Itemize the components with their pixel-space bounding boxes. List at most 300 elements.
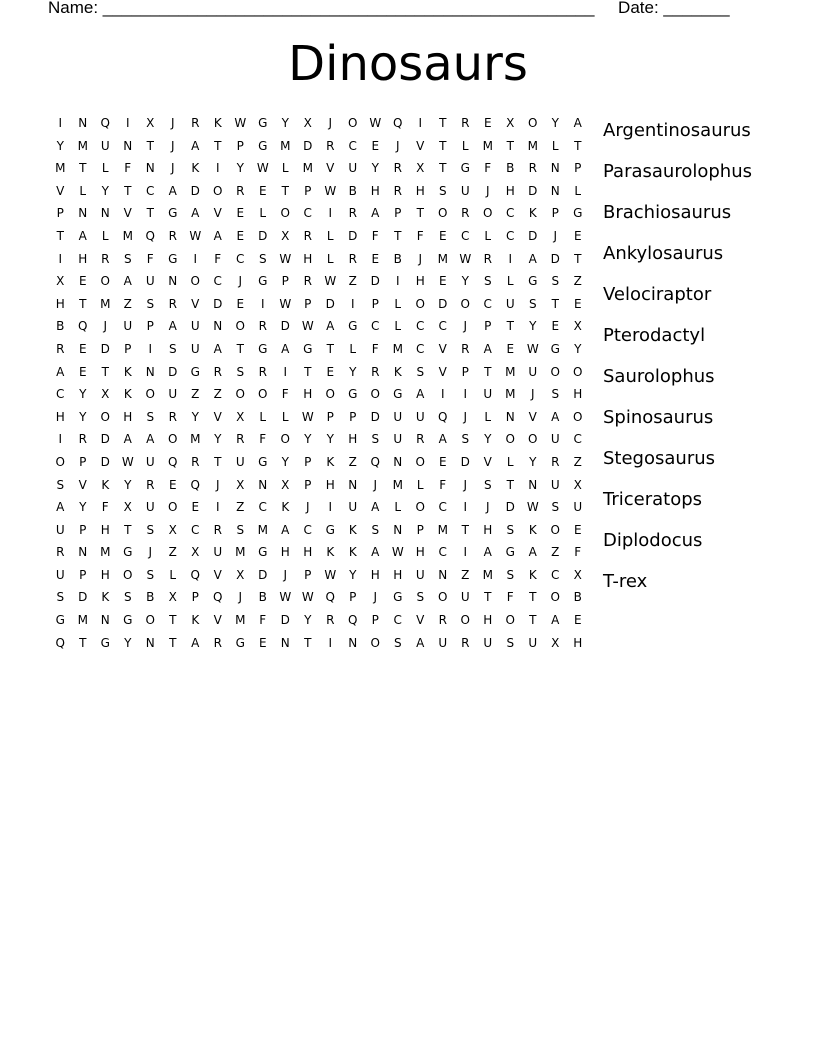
grid-letter: U: [123, 319, 133, 334]
grid-letter: Z: [191, 387, 200, 402]
grid-letter: L: [259, 206, 267, 221]
grid-letter: R: [483, 251, 492, 266]
grid-letter: S: [483, 274, 492, 289]
grid-letter: S: [551, 274, 560, 289]
grid-letter: R: [461, 635, 470, 650]
grid-letter: U: [505, 296, 515, 311]
grid-letter: U: [145, 454, 155, 469]
grid-letter: V: [213, 409, 222, 424]
grid-letter: C: [416, 341, 425, 356]
grid-letter: X: [281, 477, 290, 492]
grid-letter: E: [371, 138, 380, 153]
grid-letter: M: [77, 613, 88, 628]
grid-letter: X: [56, 274, 65, 289]
grid-letter: U: [528, 364, 538, 379]
grid-letter: M: [235, 545, 246, 560]
grid-letter: P: [551, 206, 559, 221]
grid-letter: Y: [461, 274, 469, 289]
grid-letter: J: [170, 161, 175, 176]
grid-letter: U: [460, 590, 470, 605]
grid-letter: C: [303, 206, 312, 221]
grid-letter: T: [146, 138, 154, 153]
grid-letter: S: [416, 364, 425, 379]
word-list-item: Brachiosaurus: [603, 202, 732, 223]
grid-letter: Z: [168, 545, 177, 560]
grid-letter: R: [393, 161, 402, 176]
grid-row: [49, 451, 589, 474]
grid-letter: J: [418, 251, 423, 266]
grid-letter: T: [529, 613, 537, 628]
grid-letter: L: [506, 274, 514, 289]
grid-letter: Q: [213, 590, 223, 605]
grid-letter: O: [483, 206, 493, 221]
grid-letter: I: [328, 635, 333, 650]
grid-letter: U: [550, 432, 560, 447]
grid-letter: U: [348, 500, 358, 515]
grid-letter: N: [78, 116, 88, 130]
grid-letter: R: [326, 138, 335, 153]
grid-letter: C: [393, 613, 402, 628]
grid-letter: C: [506, 228, 515, 243]
grid-letter: I: [58, 251, 63, 266]
grid-letter: E: [438, 274, 447, 289]
grid-letter: H: [55, 296, 65, 311]
grid-letter: H: [303, 387, 313, 402]
grid-letter: G: [235, 635, 245, 650]
grid-letter: V: [326, 161, 335, 176]
grid-letter: B: [56, 319, 65, 334]
grid-letter: H: [303, 545, 313, 560]
grid-letter: M: [392, 341, 403, 356]
grid-letter: N: [393, 454, 403, 469]
grid-letter: T: [214, 454, 222, 469]
grid-letter: A: [416, 635, 425, 650]
grid-letter: W: [279, 590, 292, 605]
grid-letter: J: [463, 319, 468, 334]
grid-letter: M: [77, 138, 88, 153]
grid-letter: Y: [349, 364, 357, 379]
grid-letter: C: [438, 319, 447, 334]
grid-letter: G: [393, 590, 403, 605]
grid-letter: L: [416, 477, 424, 492]
word-list-item: Triceratops: [603, 489, 703, 510]
grid-letter: I: [58, 116, 63, 130]
grid-letter: A: [191, 138, 200, 153]
grid-letter: R: [326, 613, 335, 628]
grid-letter: J: [373, 590, 378, 605]
grid-letter: C: [573, 432, 582, 447]
grid-letter: T: [461, 522, 469, 537]
grid-letter: S: [551, 500, 560, 515]
grid-row: [49, 112, 589, 135]
grid-letter: I: [125, 116, 130, 130]
grid-letter: X: [416, 161, 425, 176]
grid-letter: T: [304, 635, 312, 650]
grid-letter: S: [506, 522, 515, 537]
grid-letter: L: [394, 296, 402, 311]
grid-letter: R: [303, 228, 312, 243]
grid-letter: N: [78, 206, 88, 221]
word-list-item: Pterodactyl: [603, 325, 706, 346]
grid-letter: O: [415, 454, 425, 469]
grid-letter: H: [370, 567, 380, 582]
grid-letter: R: [56, 545, 65, 560]
grid-letter: Y: [529, 319, 537, 334]
word-list-item: Stegosaurus: [603, 448, 715, 469]
grid-letter: Y: [529, 454, 537, 469]
grid-letter: Q: [190, 567, 200, 582]
grid-letter: Y: [124, 635, 132, 650]
grid-letter: D: [100, 432, 110, 447]
grid-letter: N: [348, 635, 358, 650]
grid-letter: I: [463, 545, 468, 560]
grid-letter: C: [146, 183, 155, 198]
grid-letter: E: [236, 228, 245, 243]
grid-letter: J: [395, 138, 400, 153]
grid-letter: Q: [393, 116, 403, 130]
grid-letter: T: [506, 138, 514, 153]
grid-letter: Y: [191, 409, 199, 424]
grid-letter: A: [213, 228, 222, 243]
grid-letter: E: [438, 454, 447, 469]
grid-letter: D: [168, 364, 178, 379]
grid-letter: C: [506, 206, 515, 221]
grid-letter: E: [168, 477, 177, 492]
grid-letter: U: [213, 545, 223, 560]
grid-letter: W: [256, 161, 269, 176]
grid-letter: O: [348, 116, 358, 130]
grid-letter: A: [191, 206, 200, 221]
grid-letter: C: [236, 251, 245, 266]
grid-letter: Y: [326, 432, 334, 447]
grid-letter: J: [485, 183, 490, 198]
grid-letter: T: [416, 206, 424, 221]
grid-letter: P: [56, 206, 64, 221]
grid-letter: W: [301, 590, 314, 605]
grid-letter: V: [213, 613, 222, 628]
grid-letter: S: [483, 477, 492, 492]
word-list-item: Spinosaurus: [603, 407, 714, 428]
grid-letter: W: [189, 228, 202, 243]
grid-letter: F: [371, 228, 379, 243]
grid-letter: S: [438, 183, 447, 198]
grid-letter: G: [550, 341, 560, 356]
grid-letter: W: [279, 251, 292, 266]
grid-letter: A: [56, 500, 65, 515]
grid-letter: W: [324, 183, 337, 198]
grid-letter: Z: [348, 274, 357, 289]
grid-letter: G: [258, 545, 268, 560]
grid-letter: U: [415, 409, 425, 424]
grid-letter: F: [101, 500, 109, 515]
grid-letter: V: [213, 567, 222, 582]
grid-letter: N: [258, 477, 268, 492]
grid-letter: M: [482, 138, 493, 153]
grid-letter: L: [484, 228, 492, 243]
grid-letter: I: [283, 364, 288, 379]
grid-letter: D: [258, 228, 268, 243]
grid-letter: O: [100, 274, 110, 289]
grid-letter: E: [78, 341, 87, 356]
grid-letter: D: [213, 296, 223, 311]
grid-letter: E: [258, 635, 267, 650]
grid-letter: I: [215, 161, 220, 176]
grid-letter: A: [416, 387, 425, 402]
grid-letter: O: [415, 500, 425, 515]
grid-letter: N: [280, 635, 290, 650]
grid-letter: X: [236, 477, 245, 492]
grid-letter: U: [393, 432, 403, 447]
grid-letter: V: [438, 364, 447, 379]
grid-letter: O: [235, 319, 245, 334]
grid-letter: C: [213, 274, 222, 289]
grid-letter: W: [369, 116, 382, 130]
grid-letter: F: [506, 590, 514, 605]
grid-letter: P: [461, 364, 469, 379]
grid-letter: D: [280, 319, 290, 334]
grid-letter: G: [348, 319, 358, 334]
grid-row: [49, 338, 589, 361]
grid-letter: R: [56, 341, 65, 356]
grid-letter: G: [460, 161, 470, 176]
grid-letter: Y: [349, 567, 357, 582]
grid-letter: H: [280, 545, 290, 560]
grid-letter: O: [123, 567, 133, 582]
grid-letter: H: [348, 432, 358, 447]
grid-letter: T: [574, 138, 582, 153]
grid-letter: M: [437, 522, 448, 537]
grid-letter: Y: [79, 387, 87, 402]
grid-letter: J: [283, 567, 288, 582]
grid-letter: O: [370, 387, 380, 402]
grid-letter: S: [56, 590, 65, 605]
grid-letter: H: [393, 567, 403, 582]
grid-letter: D: [100, 341, 110, 356]
grid-letter: U: [483, 635, 493, 650]
grid-row: [49, 157, 589, 180]
grid-letter: A: [281, 341, 290, 356]
grid-letter: R: [213, 364, 222, 379]
grid-letter: T: [506, 477, 514, 492]
grid-letter: W: [391, 545, 404, 560]
grid-letter: A: [528, 251, 537, 266]
grid-letter: M: [122, 228, 133, 243]
grid-letter: A: [326, 319, 335, 334]
grid-letter: U: [168, 387, 178, 402]
grid-letter: E: [438, 228, 447, 243]
grid-letter: F: [281, 387, 289, 402]
grid-letter: T: [124, 183, 132, 198]
grid-letter: U: [460, 183, 470, 198]
grid-letter: T: [146, 206, 154, 221]
grid-letter: M: [100, 545, 111, 560]
grid-letter: V: [56, 183, 65, 198]
grid-letter: Z: [461, 567, 470, 582]
grid-letter: T: [484, 590, 492, 605]
grid-letter: R: [101, 251, 110, 266]
grid-letter: Q: [325, 590, 335, 605]
grid-letter: H: [100, 567, 110, 582]
grid-letter: G: [528, 274, 538, 289]
grid-letter: L: [461, 138, 469, 153]
grid-letter: W: [526, 500, 539, 515]
grid-letter: N: [348, 477, 358, 492]
grid-letter: P: [191, 590, 199, 605]
grid-letter: T: [79, 635, 87, 650]
grid-letter: O: [573, 409, 583, 424]
grid-letter: S: [56, 477, 65, 492]
word-list-item: Parasaurolophus: [603, 161, 752, 182]
grid-letter: N: [550, 183, 560, 198]
grid-letter: P: [79, 567, 87, 582]
grid-letter: O: [573, 364, 583, 379]
grid-letter: L: [259, 409, 267, 424]
grid-letter: E: [191, 500, 200, 515]
grid-letter: A: [371, 500, 380, 515]
grid-letter: T: [79, 161, 87, 176]
grid-letter: O: [460, 296, 470, 311]
grid-letter: C: [551, 567, 560, 582]
page-title: Dinosaurs: [288, 36, 528, 92]
grid-letter: X: [168, 522, 177, 537]
grid-letter: W: [526, 341, 539, 356]
grid-row: [49, 248, 589, 271]
grid-letter: K: [191, 613, 200, 628]
grid-letter: A: [483, 545, 492, 560]
grid-letter: I: [328, 206, 333, 221]
grid-letter: E: [258, 183, 267, 198]
grid-letter: O: [505, 432, 515, 447]
grid-letter: B: [573, 590, 582, 605]
grid-letter: R: [168, 296, 177, 311]
grid-row: [49, 519, 589, 542]
grid-letter: A: [551, 409, 560, 424]
grid-letter: T: [236, 341, 244, 356]
grid-letter: D: [348, 228, 358, 243]
grid-letter: S: [123, 251, 132, 266]
grid-letter: S: [146, 296, 155, 311]
word-list-item: Ankylosaurus: [603, 243, 724, 264]
grid-letter: T: [439, 138, 447, 153]
grid-letter: G: [258, 454, 268, 469]
grid-letter: V: [123, 206, 132, 221]
grid-letter: R: [461, 206, 470, 221]
grid-row: [49, 383, 589, 406]
grid-letter: J: [463, 477, 468, 492]
grid-letter: M: [302, 161, 313, 176]
grid-letter: J: [170, 116, 175, 130]
grid-letter: D: [78, 590, 88, 605]
grid-row: [49, 632, 589, 655]
grid-row: [49, 180, 589, 203]
grid-letter: W: [324, 274, 337, 289]
grid-letter: H: [123, 409, 133, 424]
grid-letter: C: [56, 387, 65, 402]
grid-letter: M: [280, 138, 291, 153]
grid-letter: A: [551, 613, 560, 628]
grid-letter: O: [280, 206, 290, 221]
word-list-item: Argentinosaurus: [603, 120, 751, 141]
grid-letter: R: [371, 364, 380, 379]
grid-letter: L: [101, 228, 109, 243]
grid-letter: E: [573, 228, 582, 243]
grid-letter: P: [304, 454, 312, 469]
grid-letter: O: [550, 522, 560, 537]
grid-letter: R: [78, 432, 87, 447]
grid-letter: V: [483, 454, 492, 469]
grid-letter: D: [370, 274, 380, 289]
grid-letter: W: [301, 409, 314, 424]
grid-letter: H: [100, 522, 110, 537]
grid-letter: O: [190, 274, 200, 289]
grid-letter: O: [235, 387, 245, 402]
word-list-item: Velociraptor: [603, 284, 712, 305]
grid-letter: P: [79, 454, 87, 469]
grid-letter: E: [483, 116, 492, 130]
grid-letter: E: [371, 251, 380, 266]
grid-letter: Z: [573, 274, 582, 289]
grid-letter: Y: [281, 116, 289, 130]
grid-letter: V: [438, 341, 447, 356]
grid-letter: R: [551, 454, 560, 469]
grid-letter: A: [483, 341, 492, 356]
grid-letter: H: [78, 251, 88, 266]
grid-letter: X: [191, 545, 200, 560]
grid-letter: D: [370, 409, 380, 424]
grid-letter: Q: [168, 454, 178, 469]
grid-letter: U: [100, 138, 110, 153]
grid-letter: L: [326, 251, 334, 266]
grid-letter: H: [573, 387, 583, 402]
grid-letter: T: [394, 228, 402, 243]
grid-letter: O: [168, 432, 178, 447]
grid-letter: I: [440, 387, 445, 402]
grid-letter: I: [215, 500, 220, 515]
grid-letter: X: [551, 635, 560, 650]
grid-letter: K: [528, 206, 537, 221]
grid-letter: R: [213, 522, 222, 537]
grid-letter: I: [193, 251, 198, 266]
grid-letter: A: [78, 228, 87, 243]
grid-row: [49, 609, 589, 632]
grid-letter: P: [236, 138, 244, 153]
grid-letter: R: [393, 183, 402, 198]
grid-letter: T: [574, 251, 582, 266]
grid-letter: S: [393, 635, 402, 650]
grid-letter: I: [350, 296, 355, 311]
grid-letter: A: [56, 364, 65, 379]
grid-letter: C: [191, 522, 200, 537]
grid-letter: P: [304, 183, 312, 198]
grid-letter: I: [58, 432, 63, 447]
grid-letter: T: [281, 183, 289, 198]
grid-letter: D: [100, 454, 110, 469]
grid-letter: J: [463, 409, 468, 424]
grid-letter: S: [371, 522, 380, 537]
grid-letter: C: [438, 545, 447, 560]
grid-letter: P: [574, 161, 582, 176]
grid-letter: T: [439, 116, 447, 130]
grid-letter: P: [304, 567, 312, 582]
grid-letter: Z: [348, 454, 357, 469]
grid-letter: M: [257, 522, 268, 537]
grid-letter: T: [439, 161, 447, 176]
grid-letter: U: [235, 454, 245, 469]
grid-letter: M: [527, 138, 538, 153]
grid-letter: U: [393, 409, 403, 424]
grid-letter: O: [145, 613, 155, 628]
grid-letter: N: [213, 319, 223, 334]
